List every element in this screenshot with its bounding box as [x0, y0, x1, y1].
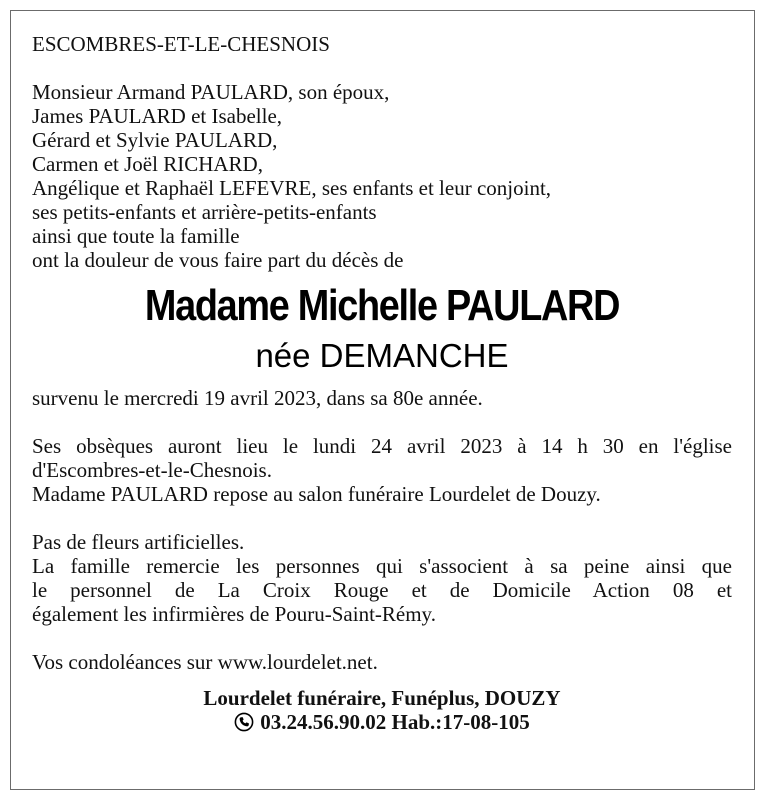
funeral-line: Madame PAULARD repose au salon funéraire Lourdelet de Douzy.	[32, 482, 601, 506]
deceased-block	[32, 280, 732, 376]
condolences-line: Vos condoléances sur www.lourdelet.net.	[32, 650, 378, 674]
funeral-home-name: Lourdelet funéraire, Funéplus, DOUZY	[203, 686, 561, 710]
notes-line: le personnel de La Croix Rouge et de Domicile Action 08 et	[32, 578, 732, 602]
family-line: ont la douleur de vous faire part du décès de	[32, 248, 404, 272]
telephone-icon	[234, 712, 254, 732]
family-line: James PAULARD et Isabelle,	[32, 104, 283, 128]
funeral-info	[32, 434, 732, 506]
family-line: ainsi que toute la famille	[32, 224, 240, 248]
obituary-notice	[10, 10, 755, 790]
family-line: Gérard et Sylvie PAULARD,	[32, 128, 278, 152]
notes-line: La famille remercie les personnes qui s'associent à sa peine ainsi que	[32, 554, 732, 578]
maiden-name: née DEMANCHE	[255, 337, 509, 374]
family-line: Angélique et Raphaël LEFEVRE, ses enfants et leur conjoint,	[32, 176, 552, 200]
spacer	[32, 506, 732, 530]
family-line: ses petits-enfants et arrière-petits-enfants	[32, 200, 377, 224]
spacer	[32, 56, 732, 80]
phone-number: 03.24.56.90.02 Hab.:17-08-105	[260, 710, 530, 734]
notes-line: également les infirmières de Pouru-Saint-Rémy.	[32, 602, 436, 626]
family-list	[32, 80, 732, 272]
notes-line: Pas de fleurs artificielles.	[32, 530, 245, 554]
family-line: Monsieur Armand PAULARD, son époux,	[32, 80, 390, 104]
notice-content	[32, 32, 732, 734]
notes-block	[32, 530, 732, 626]
location-heading: ESCOMBRES-ET-LE-CHESNOIS	[32, 32, 330, 56]
death-info: survenu le mercredi 19 avril 2023, dans sa 80e année.	[32, 386, 483, 410]
funeral-line: d'Escombres-et-le-Chesnois.	[32, 458, 272, 482]
deceased-name: Madame Michelle PAULARD	[144, 281, 620, 330]
spacer	[32, 410, 732, 434]
funeral-line: Ses obsèques auront lieu le lundi 24 avril 2023 à 14 h 30 en l'église	[32, 434, 732, 458]
phone-line	[32, 710, 732, 734]
funeral-home-footer	[32, 686, 732, 734]
spacer	[32, 626, 732, 650]
family-line: Carmen et Joël RICHARD,	[32, 152, 263, 176]
